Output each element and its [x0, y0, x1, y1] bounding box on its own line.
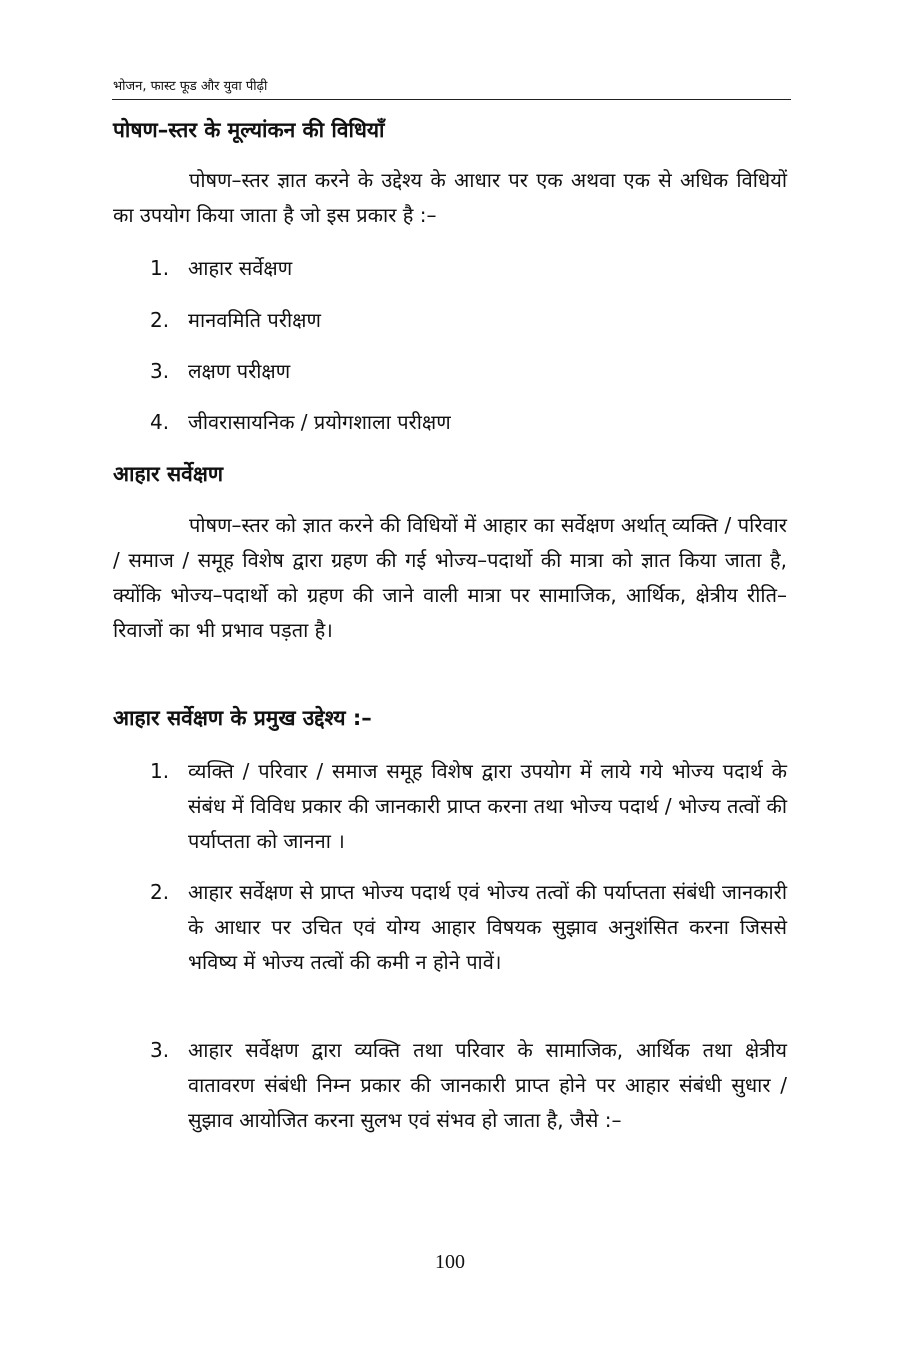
list-text: आहार सर्वेक्षण	[188, 256, 293, 280]
method-list-item	[150, 408, 451, 435]
list-number: 1.	[150, 759, 170, 783]
list-text: व्यक्ति / परिवार / समाज समूह विशेष द्वारा उपयोग में लाये गये भोज्य पदार्थ के संबंध में विविध प्रकार की जानकारी प्राप्त करना तथा भोज्य पदार्थ / भोज्य तत्वों की पर्याप्तता को जानना ।	[188, 759, 787, 853]
list-number: 2.	[150, 308, 170, 332]
diet-survey-paragraph: पोषण–स्तर को ज्ञात करने की विधियों में आहार का सर्वेक्षण अर्थात् व्यक्ति / परिवार / समाज / समूह विशेष द्वारा ग्रहण की गई भोज्य–पदार्थो की मात्रा को ज्ञात किया जाता है, क्योंकि भोज्य–पदार्थो को ग्रहण की जाने वाली मात्रा पर सामाजिक, आर्थिक, क्षेत्रीय रीति–रिवाजों का भी प्रभाव पड़ता है।	[113, 513, 787, 642]
list-number: 3.	[150, 1038, 170, 1062]
list-number: 4.	[150, 410, 170, 434]
running-header: भोजन, फास्ट फूड और युवा पीढ़ी	[113, 79, 268, 94]
list-number: 3.	[150, 359, 170, 383]
list-number: 1.	[150, 256, 170, 280]
section-heading-diet-survey: आहार सर्वेक्षण	[113, 462, 224, 486]
header-divider	[112, 99, 791, 100]
intro-paragraph: पोषण–स्तर ज्ञात करने के उद्देश्य के आधार पर एक अथवा एक से अधिक विधियों का उपयोग किया जाता है जो इस प्रकार है :–	[113, 168, 787, 227]
method-list-item	[150, 306, 321, 333]
list-text: आहार सर्वेक्षण से प्राप्त भोज्य पदार्थ एवं भोज्य तत्वों की पर्याप्तता संबंधी जानकारी के आधार पर उचित एवं योग्य आहार विषयक सुझाव अनुशंसित करना जिससे भविष्य में भोज्य तत्वों की कमी न होने पावें।	[188, 880, 787, 974]
method-list-item	[150, 254, 292, 281]
section-heading-objectives: आहार सर्वेक्षण के प्रमुख उद्देश्य :–	[113, 706, 372, 730]
list-text: जीवरासायनिक / प्रयोगशाला परीक्षण	[188, 410, 451, 434]
section-heading-methods: पोषण–स्तर के मूल्यांकन की विधियाँ	[113, 118, 385, 142]
list-number: 2.	[150, 880, 170, 904]
page-number: 100	[435, 1251, 465, 1273]
list-text: आहार सर्वेक्षण द्वारा व्यक्ति तथा परिवार के सामाजिक, आर्थिक तथा क्षेत्रीय वातावरण संबंधी निम्न प्रकार की जानकारी प्राप्त होने पर आहार संबंधी सुधार / सुझाव आयोजित करना सुलभ एवं संभव हो जाता है, जैसे :–	[188, 1038, 787, 1132]
list-text: मानवमिति परीक्षण	[188, 308, 321, 332]
method-list-item	[150, 357, 290, 384]
list-text: लक्षण परीक्षण	[188, 359, 291, 383]
